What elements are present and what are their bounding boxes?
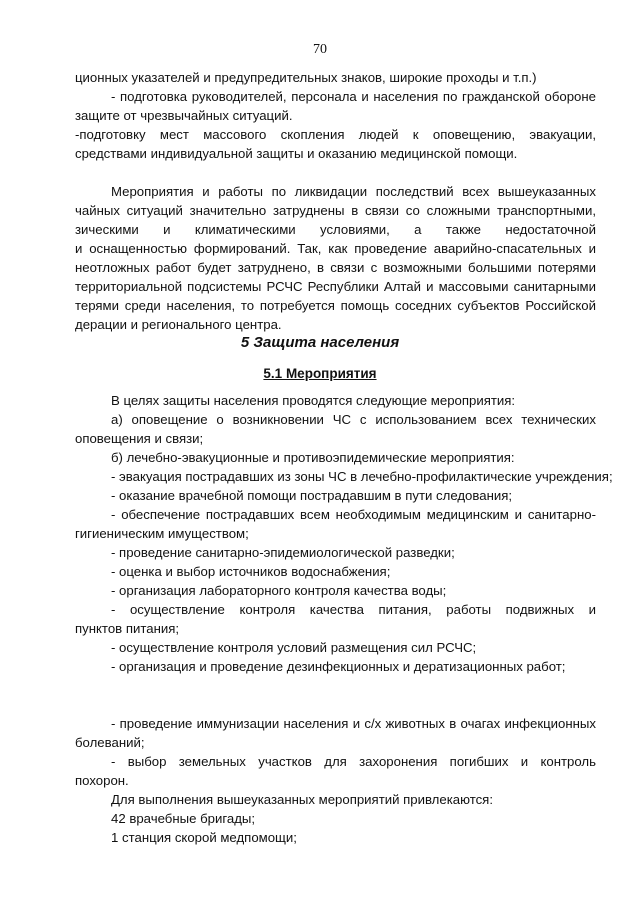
- text-line: 1 станция скорой медпомощи;: [111, 830, 297, 845]
- text-line: - эвакуация пострадавших из зоны ЧС в лечебно-профилактические учреждения;: [111, 469, 613, 484]
- text-line: неотложных работ будет затруднено, в связи с возможными большими потерями: [75, 260, 596, 275]
- page-number: 70: [313, 42, 327, 57]
- text-line: - оказание врачебной помощи пострадавшим в пути следования;: [111, 488, 513, 503]
- text-line: - подготовка руководителей, персонала и населения по гражданской обороне: [111, 89, 596, 104]
- text-line: - организация лабораторного контроля качества воды;: [111, 583, 447, 598]
- text-line: похорон.: [75, 773, 129, 788]
- text-line: - выбор земельных участков для захоронения погибших и контроль: [111, 754, 596, 769]
- text-line: - осуществление контроля качества питания, работы подвижных и: [111, 602, 596, 617]
- text-line: Мероприятия и работы по ликвидации последствий всех вышеуказанных: [111, 184, 596, 199]
- text-line: защите от чрезвычайных ситуаций.: [75, 108, 293, 123]
- text-line: дерации и регионального центра.: [75, 317, 282, 332]
- text-line: и оснащенностью формирований. Так, как проведение аварийно-спасательных и: [75, 241, 596, 256]
- text-line: пунктов питания;: [75, 621, 180, 636]
- text-line: -подготовку мест массового скопления людей к оповещению, эвакуации,: [75, 127, 596, 142]
- text-line: средствами индивидуальной защиты и оказанию медицинской помощи.: [75, 146, 518, 161]
- text-line: - осуществление контроля условий размещения сил РСЧС;: [111, 640, 477, 655]
- text-line: 42 врачебные бригады;: [111, 811, 256, 826]
- text-line: В целях защиты населения проводятся следующие мероприятия:: [111, 393, 516, 408]
- subsection-heading: [0, 364, 640, 383]
- text-line: б) лечебно-эвакуционные и противоэпидемические мероприятия:: [111, 450, 515, 465]
- text-line: - оценка и выбор источников водоснабжения;: [111, 564, 391, 579]
- text-line: - проведение санитарно-эпидемиологической разведки;: [111, 545, 455, 560]
- text-line: болеваний;: [75, 735, 145, 750]
- text-line: - обеспечение пострадавших всем необходимым медицинским и санитарно-: [111, 507, 596, 522]
- text-line: - организация и проведение дезинфекционных и дератизационных работ;: [111, 659, 566, 674]
- subsection-heading-text: 5.1 Мероприятия: [263, 366, 377, 381]
- text-line: зическими и климатическими условиями, а также недостаточной: [75, 222, 596, 237]
- text-line: оповещения и связи;: [75, 431, 204, 446]
- text-line: Для выполнения вышеуказанных мероприятий привлекаются:: [111, 792, 493, 807]
- text-line: терями среди населения, то потребуется помощь соседних субъектов Российской: [75, 298, 596, 313]
- text-line: а) оповещение о возникновении ЧС с использованием всех технических: [111, 412, 596, 427]
- section-heading: 5 Защита населения: [240, 334, 400, 351]
- text-line: чайных ситуаций значительно затруднены в связи со сложными транспортными,: [75, 203, 596, 218]
- text-line: - проведение иммунизации населения и с/х животных в очагах инфекционных: [111, 716, 596, 731]
- text-line: территориальной подсистемы РСЧС Республики Алтай и массовыми санитарными: [75, 279, 596, 294]
- text-line: ционных указателей и предупредительных знаков, широкие проходы и т.п.): [75, 70, 537, 85]
- text-line: гигиеническим имуществом;: [75, 526, 249, 541]
